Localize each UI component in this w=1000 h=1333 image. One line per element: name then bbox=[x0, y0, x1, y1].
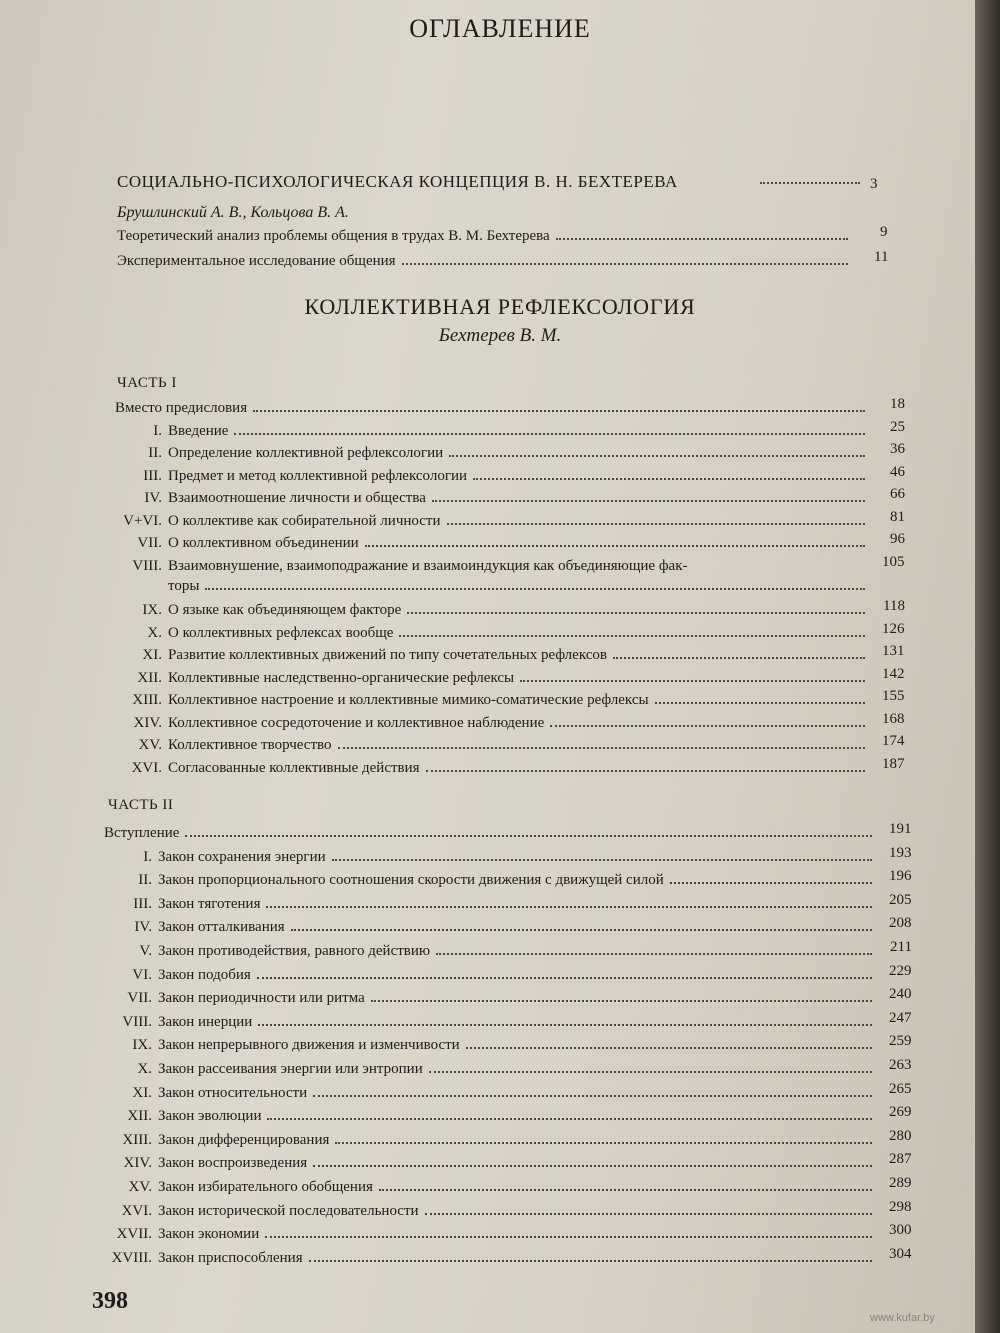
toc-entry bbox=[115, 396, 905, 422]
toc-entry-page: 46 bbox=[890, 463, 905, 480]
toc-entry-title: Закон относительности bbox=[158, 1084, 308, 1101]
toc-entry-number: XV. bbox=[128, 1179, 152, 1195]
toc-entry bbox=[123, 508, 905, 535]
dot-leader bbox=[399, 635, 865, 637]
dot-leader bbox=[432, 500, 865, 502]
toc-entry-title: Согласованные коллективные действия bbox=[168, 759, 420, 776]
toc-entry bbox=[123, 1151, 912, 1177]
toc-entry bbox=[132, 553, 905, 594]
toc-entry-title: Теоретический анализ проблемы общения в трудах В. М. Бехтерева bbox=[117, 228, 550, 244]
toc-entry-number: II. bbox=[148, 445, 162, 461]
toc-entry-page: 25 bbox=[890, 418, 905, 435]
toc-entry-page: 168 bbox=[882, 710, 905, 727]
toc-entry bbox=[117, 249, 889, 275]
toc-entry-page: 298 bbox=[889, 1198, 912, 1215]
toc-entry-title: Закон приспособления bbox=[158, 1249, 303, 1266]
toc-entry bbox=[122, 1009, 912, 1036]
toc-entry-title: Закон эволюции bbox=[158, 1108, 262, 1125]
part-2-label: ЧАСТЬ II bbox=[108, 797, 174, 813]
toc-entry bbox=[138, 733, 905, 759]
toc-entry bbox=[139, 939, 912, 965]
toc-entry-number: XIV. bbox=[123, 1155, 152, 1172]
toc-entry-number: XII. bbox=[137, 669, 162, 686]
toc-entry-title: Развитие коллективных движений по типу сочетательных рефлексов bbox=[168, 647, 607, 663]
toc-entry-title: О коллективных рефлексах вообще bbox=[168, 624, 394, 641]
book-author: Бехтерев В. М. bbox=[438, 325, 562, 346]
toc-entry bbox=[147, 620, 905, 647]
dot-leader bbox=[425, 1213, 872, 1215]
toc-entry bbox=[137, 665, 905, 692]
toc-entry-page: 118 bbox=[883, 598, 905, 614]
toc-entry-page: 81 bbox=[890, 508, 905, 525]
toc-entry bbox=[121, 1198, 912, 1225]
toc-entry-title: О языке как объединяющем факторе bbox=[168, 602, 402, 618]
toc-entry-number: XVII. bbox=[116, 1226, 152, 1243]
toc-entry-title: Вместо предисловия bbox=[115, 400, 248, 416]
toc-entry-page: 131 bbox=[882, 643, 905, 659]
toc-entry-title: Вступление bbox=[104, 825, 180, 841]
toc-entry bbox=[131, 755, 905, 782]
toc-entry-number: IV. bbox=[134, 919, 152, 936]
book-title: КОЛЛЕКТИВНАЯ РЕФЛЕКСОЛОГИЯ bbox=[304, 294, 696, 319]
dot-leader bbox=[550, 725, 865, 727]
toc-entry-title: Закон пропорционального соотношения скорости движения с движущей силой bbox=[158, 872, 664, 889]
toc-entry bbox=[142, 598, 905, 624]
toc-entry-page: 265 bbox=[889, 1080, 912, 1097]
toc-entry-title: Предмет и метод коллективной рефлексологии bbox=[168, 467, 468, 484]
toc-entry bbox=[127, 1104, 912, 1130]
toc-entry-title: Закон сохранения энергии bbox=[158, 848, 326, 865]
toc-entry-number: IX. bbox=[132, 1037, 152, 1054]
toc-entry-title: Закон экономии bbox=[158, 1226, 260, 1243]
toc-entry-number: III. bbox=[143, 467, 162, 484]
toc-entry bbox=[144, 486, 905, 512]
dot-leader bbox=[253, 410, 865, 412]
toc-entry bbox=[137, 531, 905, 557]
toc-entry-title: Взаимоотношение личности и общества bbox=[168, 490, 426, 506]
toc-entry-title: Введение bbox=[168, 422, 229, 439]
toc-entry-page: 304 bbox=[889, 1245, 912, 1262]
toc-entry-title: Закон избирательного обобщения bbox=[158, 1179, 373, 1195]
toc-heading: ОГЛАВЛЕНИЕ bbox=[409, 14, 591, 43]
toc-entry-title: Закон инерции bbox=[158, 1013, 253, 1030]
toc-entry-page: 287 bbox=[889, 1151, 912, 1168]
toc-entry-number: VIII. bbox=[122, 1013, 152, 1030]
toc-entry-page: 191 bbox=[889, 821, 912, 837]
toc-entry-title: Закон непрерывного движения и изменчивости bbox=[158, 1037, 460, 1054]
toc-entry-title: Закон рассеивания энергии или энтропии bbox=[158, 1061, 423, 1077]
toc-entry-title: Взаимовнушение, взаимоподражание и взаимоиндукция как объединяющие фак- bbox=[168, 557, 688, 574]
toc-entry bbox=[138, 868, 912, 894]
toc-entry-title-continued: торы bbox=[168, 577, 200, 594]
toc-entry-number: XVI. bbox=[121, 1202, 152, 1219]
dot-leader bbox=[655, 702, 865, 704]
dot-leader bbox=[429, 1071, 872, 1073]
toc-entry bbox=[122, 1127, 912, 1154]
toc-entry-title: Экспериментальное исследование общения bbox=[117, 253, 396, 269]
toc-entry-title: Коллективное творчество bbox=[168, 737, 332, 753]
toc-entry-page: 300 bbox=[889, 1222, 912, 1239]
toc-entry-title: Коллективное сосредоточение и коллективное наблюдение bbox=[168, 714, 545, 731]
dot-leader bbox=[313, 1165, 872, 1167]
dot-leader bbox=[473, 478, 865, 480]
toc-entry bbox=[148, 441, 905, 467]
toc-entry-number: XIII. bbox=[132, 692, 162, 708]
toc-entry-title: Коллективное настроение и коллективные мимико-соматические рефлексы bbox=[168, 692, 649, 708]
toc-entry-number: XVIII. bbox=[111, 1249, 152, 1266]
toc-entry-page: 205 bbox=[889, 891, 912, 908]
dot-leader bbox=[520, 680, 865, 682]
toc-entry-number: VI. bbox=[132, 966, 152, 983]
toc-entry-page: 289 bbox=[889, 1175, 912, 1191]
toc-entry-number: XIV. bbox=[133, 714, 162, 731]
dot-leader bbox=[447, 523, 865, 525]
toc-entry-number: XIII. bbox=[122, 1131, 152, 1148]
toc-entry-page: 36 bbox=[890, 441, 905, 457]
toc-entry-page: 208 bbox=[889, 915, 912, 932]
toc-entry bbox=[132, 1033, 912, 1059]
toc-entry-number: I. bbox=[143, 848, 152, 865]
dot-leader bbox=[265, 1236, 872, 1238]
toc-entry-number: XV. bbox=[138, 737, 162, 753]
page-number: 398 bbox=[92, 1288, 128, 1314]
toc-entry-number: VIII. bbox=[132, 557, 162, 574]
dot-leader bbox=[466, 1047, 872, 1049]
dot-leader bbox=[426, 770, 865, 772]
toc-entry bbox=[128, 1175, 912, 1201]
toc-entry-page: 174 bbox=[882, 733, 905, 749]
dot-leader bbox=[313, 1095, 872, 1097]
toc-entry-title: О коллективе как собирательной личности bbox=[168, 512, 441, 529]
toc-entry bbox=[117, 224, 888, 250]
toc-entry-page: 247 bbox=[889, 1009, 912, 1026]
toc-entry-page: 280 bbox=[889, 1127, 912, 1144]
toc-entry-number: V. bbox=[139, 943, 152, 959]
toc-entry-page: 126 bbox=[882, 620, 905, 637]
toc-entry-number: X. bbox=[147, 624, 162, 641]
toc-entry bbox=[133, 891, 912, 918]
dot-leader bbox=[205, 588, 865, 590]
toc-entry bbox=[104, 821, 912, 847]
dot-leader bbox=[234, 433, 865, 435]
toc-entry bbox=[133, 710, 905, 737]
dot-leader bbox=[613, 657, 865, 659]
dot-leader bbox=[332, 859, 872, 861]
toc-entry bbox=[132, 962, 912, 989]
dot-leader bbox=[266, 906, 872, 908]
dot-leader bbox=[291, 929, 872, 931]
toc-entry bbox=[153, 418, 905, 445]
toc-entry-page: 155 bbox=[882, 688, 905, 704]
toc-entry-page: 66 bbox=[890, 486, 905, 502]
toc-entry bbox=[132, 1080, 912, 1107]
toc-entry-number: IV. bbox=[144, 490, 162, 506]
toc-entry-number: I. bbox=[153, 422, 162, 439]
toc-entry-title: Закон исторической последовательности bbox=[158, 1202, 419, 1219]
toc-entry-title: Закон отталкивания bbox=[158, 919, 285, 936]
intro-essay-title: СОЦИАЛЬНО-ПСИХОЛОГИЧЕСКАЯ КОНЦЕПЦИЯ В. Н. БЕХТЕРЕВА bbox=[117, 172, 678, 191]
dot-leader bbox=[335, 1142, 872, 1144]
toc-entry-number: XI. bbox=[132, 1084, 152, 1101]
dot-leader bbox=[258, 1024, 872, 1026]
dot-leader bbox=[309, 1260, 872, 1262]
toc-entry-number: XVI. bbox=[131, 759, 162, 776]
toc-entry-page: 211 bbox=[890, 939, 912, 955]
toc-entry-number: X. bbox=[137, 1061, 152, 1077]
toc-entry-title: Закон воспроизведения bbox=[158, 1155, 308, 1172]
toc-entry-page: 187 bbox=[882, 755, 905, 772]
toc-entry bbox=[142, 643, 905, 669]
toc-entry-number: VII. bbox=[127, 990, 152, 1007]
toc-entry-title: О коллективном объединении bbox=[168, 535, 359, 551]
toc-entry-number: IX. bbox=[142, 602, 162, 618]
toc-entry-page: 142 bbox=[882, 665, 905, 682]
dot-leader bbox=[436, 953, 872, 955]
dot-leader bbox=[670, 882, 872, 884]
toc-entry bbox=[134, 915, 912, 941]
toc-entry-page: 11 bbox=[874, 249, 889, 265]
toc-entry-title: Закон дифференцирования bbox=[158, 1131, 330, 1148]
toc-entry-title: Закон подобия bbox=[158, 966, 251, 983]
toc-entry-title: Закон противодействия, равного действию bbox=[158, 943, 431, 959]
dot-leader bbox=[267, 1118, 872, 1120]
toc-entry-page: 18 bbox=[890, 396, 905, 412]
part-1-label: ЧАСТЬ I bbox=[117, 375, 177, 391]
watermark: www.kufar.by bbox=[870, 1312, 935, 1324]
dot-leader bbox=[371, 1000, 872, 1002]
toc-entry-page: 240 bbox=[889, 986, 912, 1003]
toc-entry-number: XII. bbox=[127, 1108, 152, 1125]
toc-entry-page: 269 bbox=[889, 1104, 912, 1121]
toc-entry-title: Коллективные наследственно-органические рефлексы bbox=[168, 669, 515, 686]
toc-entry bbox=[111, 1245, 912, 1272]
dot-leader bbox=[449, 455, 865, 457]
toc-entry bbox=[127, 986, 912, 1012]
toc-entry-title: Определение коллективной рефлексологии bbox=[168, 445, 444, 461]
toc-entry bbox=[132, 688, 905, 714]
toc-entry-page: 193 bbox=[889, 844, 912, 861]
dot-leader bbox=[185, 835, 872, 837]
dot-leader bbox=[365, 545, 865, 547]
toc-entry-title: Закон периодичности или ритма bbox=[158, 990, 365, 1007]
toc-entry-title: Закон тяготения bbox=[158, 895, 261, 912]
dot-leader bbox=[338, 747, 865, 749]
dot-leader bbox=[407, 612, 865, 614]
toc-entry-page: 259 bbox=[889, 1033, 912, 1050]
dot-leader bbox=[402, 263, 848, 265]
dot-leader bbox=[379, 1189, 872, 1191]
toc-entry bbox=[116, 1222, 912, 1248]
toc-entry-page: 263 bbox=[889, 1057, 912, 1073]
intro-essay-authors: Брушлинский А. В., Кольцова В. А. bbox=[117, 204, 349, 221]
toc-entry-number: VII. bbox=[137, 535, 162, 551]
toc-entry-number: XI. bbox=[142, 647, 162, 663]
dot-leader bbox=[556, 238, 848, 240]
toc-entry-number: III. bbox=[133, 895, 152, 912]
book-edge-shadow bbox=[975, 0, 1000, 1333]
toc-entry-page: 229 bbox=[889, 962, 912, 979]
toc-entry-page: 196 bbox=[889, 868, 912, 885]
toc-entry bbox=[137, 1057, 912, 1083]
toc-entry bbox=[143, 844, 912, 871]
toc-entry-number: II. bbox=[138, 872, 152, 889]
toc-entry-page: 96 bbox=[890, 531, 905, 547]
toc-entry-number: V+VI. bbox=[123, 512, 162, 529]
toc-entry-page: 105 bbox=[882, 553, 905, 570]
toc-entry bbox=[143, 463, 905, 490]
intro-essay-page: 3 bbox=[870, 176, 878, 192]
toc-entry-page: 9 bbox=[880, 224, 888, 240]
dot-leader bbox=[257, 977, 872, 979]
dot-leader bbox=[760, 182, 860, 184]
